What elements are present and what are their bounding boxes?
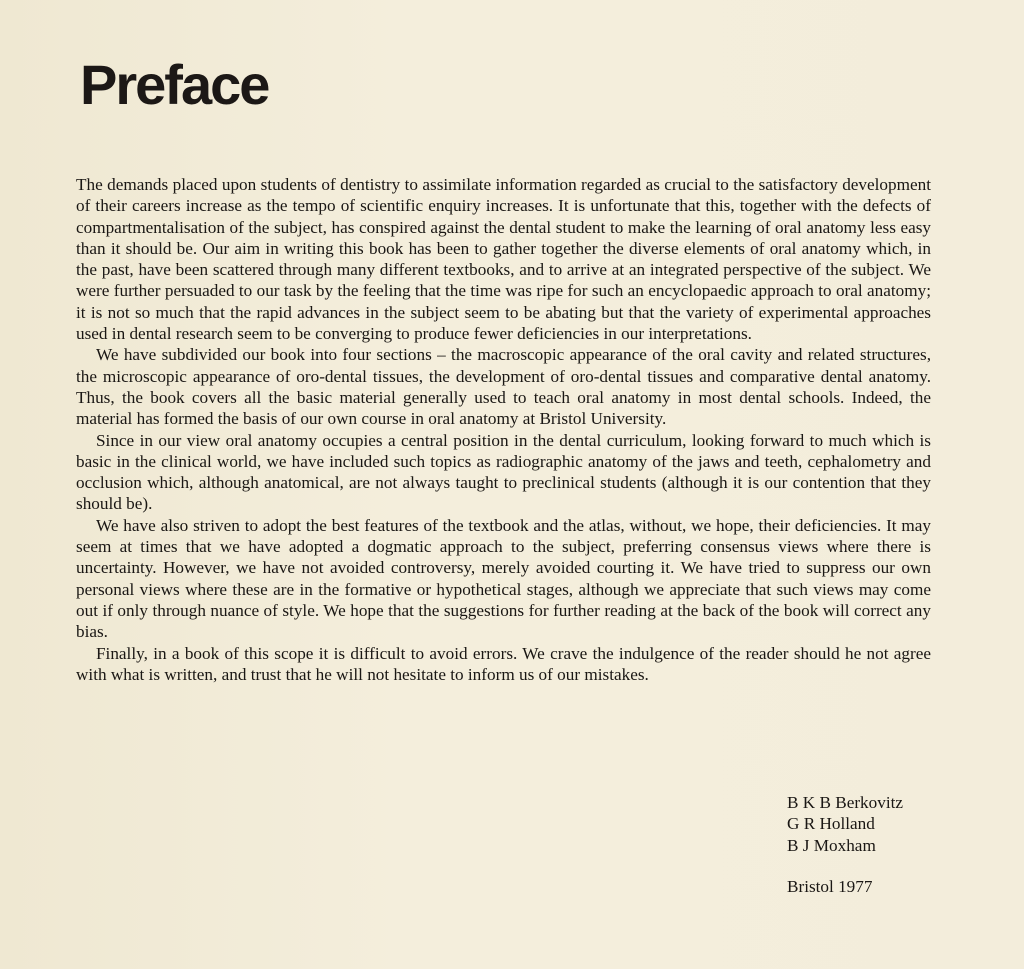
place-date: Bristol 1977 [787,877,873,896]
paragraph: The demands placed upon students of dentistry to assimilate information regarded as crucial to the satisfactory development of their careers increase as the tempo of scientific enquiry increases. It is unfortunate that this, together with the defects of compartmentalisation of the subject, has conspired against the dental student to make the learning of oral anatomy less easy than it should be. Our aim in writing this book has been to gather together the diverse elements of oral anatomy which, in the past, have been scattered through many different textbooks, and to arrive at an integrated perspective of the subject. We were further persuaded to our task by the feeling that the time was ripe for such an encyclopaedic approach to oral anatomy; it is not so much that the rapid advances in the subject seem to be abating but that the variety of experimental approaches used in dental research seem to be converging to produce fewer deficiencies in our interpretations. [76,175,931,344]
paragraph: Finally, in a book of this scope it is difficult to avoid errors. We crave the indulgence of the reader should he not agree with what is written, and trust that he will not hesitate to inform us of our mistakes. [76,643,931,684]
paragraph: We have also striven to adopt the best features of the textbook and the atlas, without, we hope, their deficiencies. It may seem at times that we have adopted a dogmatic approach to the subject, preferring consensus views where there is uncertainty. However, we have not avoided controversy, merely avoided courting it. We have tried to suppress our own personal views where these are in the formative or hypothetical stages, although we appreciate that such views may come out if only through nuance of style. We hope that the suggestions for further reading at the back of the book will correct any bias. [76,515,931,642]
page-title: Preface [80,53,269,116]
author-name: G R Holland [787,814,875,834]
author-signatures [787,792,903,856]
preface-body [76,174,931,685]
paragraph: Since in our view oral anatomy occupies a central position in the dental curriculum, looking forward to much which is basic in the clinical world, we have included such topics as radiographic anatomy of the jaws and teeth, cephalometry and occlusion which, although anatomical, are not always taught to preclinical students (although it is our contention that they should be). [76,430,931,514]
author-name: B J Moxham [787,835,876,855]
author-name: B K B Berkovitz [787,793,904,812]
paragraph: We have subdivided our book into four sections – the macroscopic appearance of the oral cavity and related structures, the microscopic appearance of oro-dental tissues, the development of oro-dental tissues and comparative dental anatomy. Thus, the book covers all the basic material generally used to teach oral anatomy in most dental schools. Indeed, the material has formed the basis of our own course in oral anatomy at Bristol University. [76,345,931,429]
